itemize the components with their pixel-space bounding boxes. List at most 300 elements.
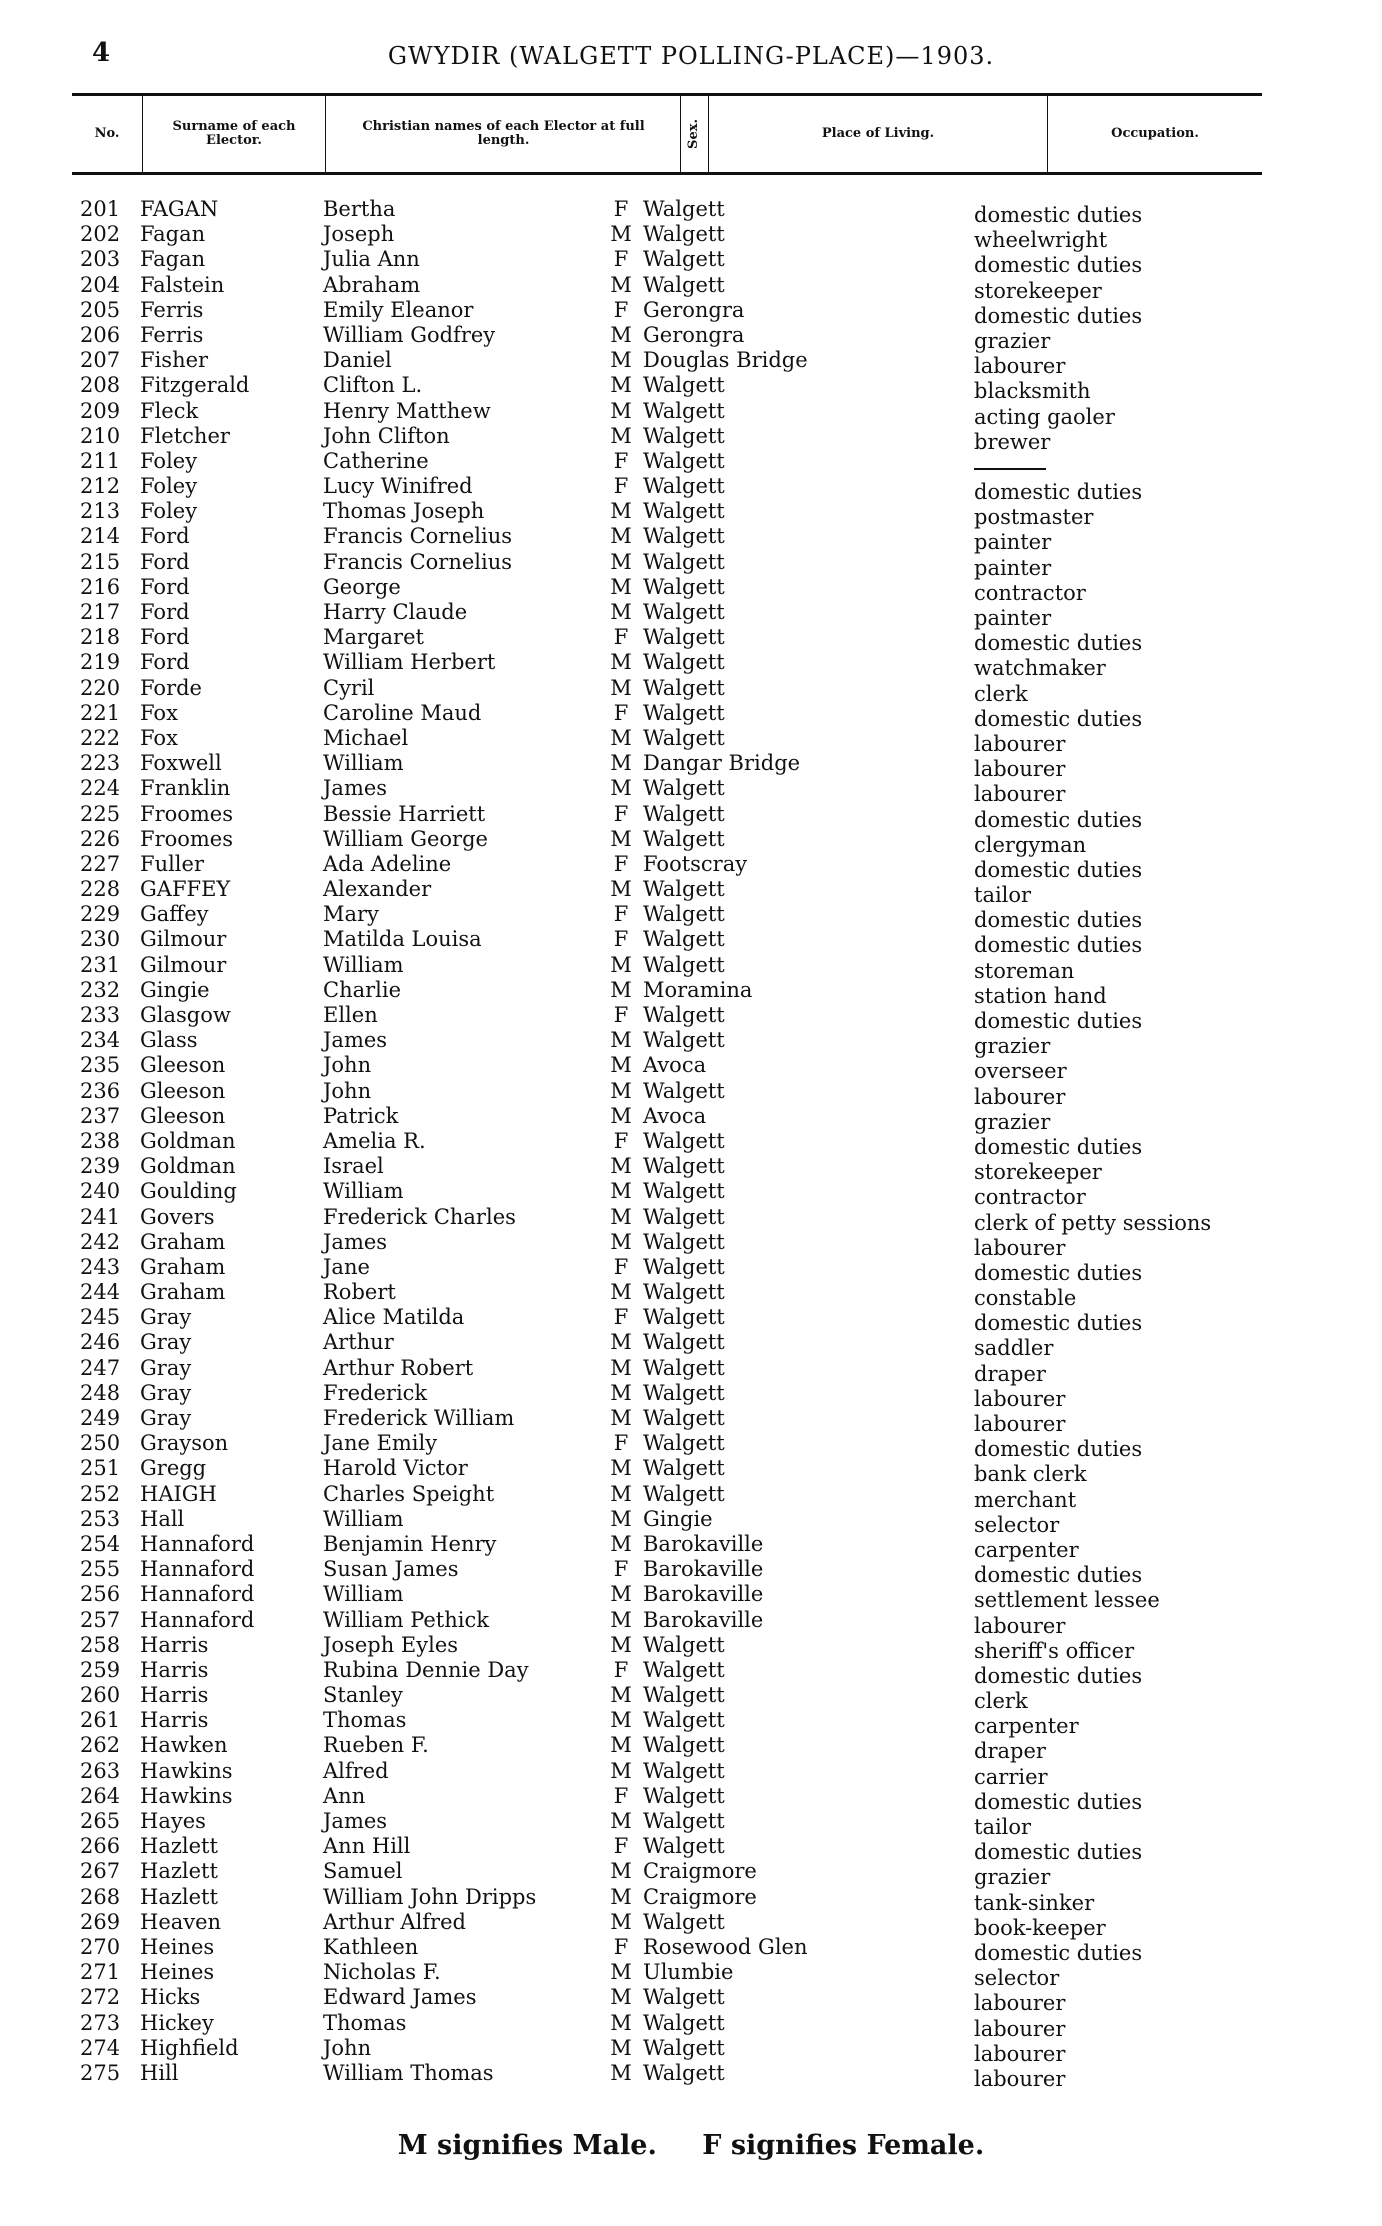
elector-occupation: contractor [974,1185,1086,1210]
elector-number: 255 [80,1557,121,1582]
table-row [0,1758,1382,1789]
elector-place: Walgett [643,1809,725,1833]
elector-christian-names: Francis Cornelius [323,524,513,549]
elector-sex: M [610,1809,632,1833]
elector-sex: M [610,1028,632,1053]
elector-christian-names: Margaret [323,625,424,650]
elector-sex: F [613,1003,629,1027]
elector-surname: Highfield [140,2035,239,2060]
table-row [0,952,1382,983]
elector-sex: M [610,423,632,448]
elector-place: Barokaville [643,1531,764,1556]
header-place: Place of Living. [821,126,935,141]
elector-place: Walgett [643,1330,725,1355]
table-row [0,499,1382,530]
table-row [0,1154,1382,1185]
elector-place: Walgett [643,1683,725,1708]
elector-occupation: clerk [974,1689,1028,1714]
table-row [0,348,1382,379]
elector-number: 241 [80,1204,121,1229]
elector-place: Walgett [643,675,725,700]
elector-christian-names: John [323,2035,372,2060]
elector-place: Walgett [643,549,725,574]
elector-christian-names: Thomas Joseph [323,499,485,524]
elector-occupation: postmaster [974,505,1094,530]
elector-occupation: domestic duties [974,1840,1143,1865]
elector-place: Walgett [643,1305,725,1330]
table-row [0,977,1382,1008]
elector-surname: Gray [140,1330,192,1355]
table-row [0,1305,1382,1336]
elector-christian-names: Thomas [323,1708,407,1733]
elector-christian-names: Daniel [323,348,392,373]
elector-christian-names: William Godfrey [323,322,496,347]
elector-surname: Foxwell [140,751,222,776]
elector-sex: M [610,2010,632,2035]
elector-surname: Glass [140,1028,198,1053]
elector-sex: F [613,1657,629,1682]
elector-occupation: domestic duties [974,908,1143,933]
elector-number: 254 [80,1531,121,1556]
table-row [0,1909,1382,1940]
table-row [0,1128,1382,1159]
table-row [0,247,1382,278]
elector-number: 202 [80,222,121,247]
table-row [0,322,1382,353]
elector-sex: F [613,1254,629,1279]
table-row [0,1934,1382,1965]
elector-number: 244 [80,1280,121,1305]
elector-number: 259 [80,1657,121,1682]
elector-place: Walgett [643,1355,725,1380]
elector-sex: F [613,927,629,952]
page-header [0,38,1382,78]
legend-male: M signifies Male. [397,2130,657,2161]
elector-place: Walgett [643,1834,725,1859]
elector-list [0,197,1382,2091]
elector-occupation: domestic duties [974,203,1143,227]
elector-surname: Gray [140,1406,192,1430]
table-row [0,474,1382,505]
elector-number: 228 [80,877,121,902]
elector-number: 256 [80,1582,121,1607]
elector-occupation: grazier [974,1865,1051,1890]
elector-surname: Ford [140,549,190,574]
elector-christian-names: John [323,1053,372,1078]
table-row [0,1708,1382,1739]
elector-sex: M [610,398,632,423]
elector-occupation: draper [974,1739,1046,1764]
elector-christian-names: Charles Speight [323,1481,495,1506]
elector-sex: M [610,650,632,675]
elector-sex: M [610,499,632,524]
elector-place: Walgett [643,448,725,473]
elector-sex: F [613,1557,629,1582]
elector-surname: Falstein [140,272,225,297]
header-no: No. [94,126,120,141]
elector-number: 209 [80,398,121,423]
elector-occupation: brewer [974,429,1051,454]
elector-occupation: domestic duties [974,1563,1143,1588]
table-row [0,1859,1382,1890]
elector-surname: Foley [140,499,198,524]
elector-place: Walgett [643,1481,725,1506]
elector-christian-names: William Herbert [323,650,496,675]
elector-number: 270 [80,1934,121,1959]
table-row [0,2035,1382,2066]
elector-christian-names: Michael [323,725,409,750]
table-row [0,1834,1382,1865]
elector-place: Walgett [643,247,725,272]
elector-occupation: labourer [974,1386,1066,1411]
elector-sex: M [610,524,632,549]
table-row [0,1330,1382,1361]
elector-sex: M [610,1758,632,1783]
elector-number: 207 [80,348,121,373]
elector-number: 260 [80,1683,121,1708]
elector-place: Walgett [643,776,725,801]
elector-place: Walgett [643,1632,725,1657]
elector-number: 253 [80,1506,121,1531]
header-occupation: Occupation. [1111,126,1199,141]
elector-surname: Glasgow [140,1003,231,1027]
elector-christian-names: Alice Matilda [323,1305,465,1330]
elector-surname: Franklin [140,776,231,801]
elector-christian-names: Matilda Louisa [323,927,482,952]
elector-christian-names: Charlie [323,977,402,1002]
elector-number: 272 [80,1985,121,2010]
table-row [0,1506,1382,1537]
elector-sex: F [613,801,629,826]
elector-number: 223 [80,751,121,776]
table-row [0,423,1382,454]
elector-christian-names: Rubina Dennie Day [323,1657,529,1682]
elector-christian-names: Joseph Eyles [323,1632,459,1657]
elector-place: Walgett [643,1657,725,1682]
elector-number: 261 [80,1708,121,1733]
elector-number: 243 [80,1254,121,1279]
elector-number: 262 [80,1733,121,1758]
table-row [0,1380,1382,1411]
elector-place: Walgett [643,902,725,927]
elector-sex: F [613,1934,629,1959]
elector-occupation: selector [974,1512,1060,1537]
elector-sex: M [610,1506,632,1531]
elector-occupation: painter [974,606,1052,630]
elector-christian-names: Ann Hill [323,1834,411,1859]
elector-christian-names: William [323,1582,404,1607]
elector-number: 224 [80,776,121,801]
elector-surname: Gray [140,1305,192,1330]
elector-number: 203 [80,247,121,272]
elector-christian-names: Harry Claude [323,600,468,624]
elector-christian-names: James [323,776,388,801]
elector-christian-names: Arthur [323,1330,394,1355]
elector-occupation: grazier [974,1109,1051,1134]
elector-place: Walgett [643,1254,725,1279]
elector-christian-names: Cyril [323,675,375,700]
elector-surname: Fox [140,725,178,750]
elector-number: 216 [80,574,121,599]
elector-christian-names: Jane [323,1254,370,1279]
elector-christian-names: William John Dripps [323,1884,537,1909]
elector-number: 220 [80,675,121,700]
elector-sex: M [610,1330,632,1355]
table-row [0,1632,1382,1663]
elector-place: Walgett [643,1406,725,1430]
elector-sex: M [610,826,632,851]
elector-surname: Hawkins [140,1758,233,1783]
elector-number: 275 [80,2060,121,2085]
elector-sex: M [610,272,632,297]
elector-occupation: labourer [974,1991,1066,2016]
table-row [0,549,1382,580]
elector-sex: M [610,348,632,373]
legend [0,2130,1382,2161]
elector-surname: Gleeson [140,1053,226,1078]
elector-christian-names: Ada Adeline [323,851,452,876]
elector-place: Walgett [643,650,725,675]
elector-place: Walgett [643,1154,725,1179]
elector-occupation: domestic duties [974,1009,1143,1033]
elector-number: 240 [80,1179,121,1204]
elector-christian-names: William [323,952,404,977]
elector-surname: Ford [140,524,190,549]
elector-surname: Ferris [140,322,204,347]
elector-place: Avoca [643,1103,707,1128]
elector-surname: Harris [140,1632,209,1657]
elector-sex: M [610,574,632,599]
elector-christian-names: Thomas [323,2010,407,2035]
elector-surname: Gilmour [140,927,227,952]
elector-christian-names: Samuel [323,1859,403,1884]
elector-sex: M [610,1708,632,1733]
elector-christian-names: Alexander [323,877,432,902]
table-row [0,272,1382,303]
elector-christian-names: James [323,1229,388,1254]
elector-place: Barokaville [643,1557,764,1582]
elector-occupation: merchant [974,1487,1077,1512]
elector-place: Walgett [643,927,725,952]
elector-number: 218 [80,625,121,650]
elector-christian-names: James [323,1809,388,1833]
elector-christian-names: Emily Eleanor [323,297,474,322]
elector-occupation: sheriff's officer [974,1638,1135,1663]
table-row [0,801,1382,832]
elector-christian-names: Francis Cornelius [323,549,513,574]
elector-christian-names: Frederick William [323,1406,515,1430]
elector-occupation: labourer [974,1084,1066,1109]
elector-sex: F [613,474,629,499]
elector-place: Walgett [643,1783,725,1808]
elector-surname: Govers [140,1204,215,1229]
elector-occupation: painter [974,530,1052,555]
table-row [0,1481,1382,1512]
elector-occupation: clerk [974,681,1028,706]
elector-surname: Ford [140,650,190,675]
elector-occupation: labourer [974,354,1066,379]
elector-sex: M [610,600,632,624]
elector-sex: F [613,700,629,725]
elector-sex: M [610,675,632,700]
elector-number: 239 [80,1154,121,1179]
elector-surname: FAGAN [140,197,219,221]
table-row [0,1053,1382,1084]
elector-christian-names: William Pethick [323,1607,489,1632]
elector-surname: Gleeson [140,1078,226,1103]
table-row [0,297,1382,328]
elector-number: 247 [80,1355,121,1380]
elector-number: 246 [80,1330,121,1355]
elector-occupation: grazier [974,328,1051,353]
elector-surname: Hazlett [140,1859,218,1884]
elector-sex: M [610,322,632,347]
elector-surname: Ford [140,625,190,650]
elector-place: Walgett [643,1431,725,1456]
elector-place: Dangar Bridge [643,751,801,776]
page-title: GWYDIR (WALGETT POLLING-PLACE)—1903. [387,42,995,70]
elector-christian-names: William [323,751,404,776]
elector-christian-names: Patrick [323,1103,399,1128]
elector-place: Walgett [643,2035,725,2060]
elector-christian-names: William [323,1179,404,1204]
elector-sex: M [610,1960,632,1985]
table-row [0,1406,1382,1436]
table-row [0,927,1382,958]
elector-occupation: acting gaoler [974,404,1115,429]
elector-place: Gerongra [643,297,745,322]
elector-number: 211 [80,448,121,473]
elector-place: Walgett [643,700,725,725]
elector-christian-names: Harold Victor [323,1456,468,1481]
elector-number: 251 [80,1456,121,1481]
elector-sex: M [610,373,632,398]
elector-place: Walgett [643,952,725,977]
elector-place: Walgett [643,1909,725,1934]
elector-number: 242 [80,1229,121,1254]
elector-place: Walgett [643,826,725,851]
page-number: 4 [92,38,111,68]
elector-number: 205 [80,297,121,322]
elector-surname: Foley [140,474,198,499]
elector-christian-names: Catherine [323,448,429,473]
table-row [0,1280,1382,1311]
elector-sex: M [610,1280,632,1305]
elector-place: Walgett [643,1128,725,1153]
elector-number: 268 [80,1884,121,1909]
elector-sex: M [610,751,632,776]
elector-surname: Hawkins [140,1783,233,1808]
elector-place: Walgett [643,2010,725,2035]
elector-occupation: blacksmith [974,379,1091,404]
elector-place: Footscray [643,851,748,876]
elector-number: 264 [80,1783,121,1808]
elector-number: 273 [80,2010,121,2035]
elector-christian-names: William Thomas [323,2060,494,2085]
elector-surname: Goldman [140,1154,236,1179]
elector-surname: Hickey [140,2010,214,2035]
table-row [0,1985,1382,2016]
elector-place: Walgett [643,725,725,750]
elector-occupation: domestic duties [974,1134,1143,1159]
table-row [0,2060,1382,2091]
elector-surname: Heines [140,1934,215,1959]
elector-sex: M [610,1154,632,1179]
elector-place: Barokaville [643,1582,764,1607]
elector-number: 227 [80,851,121,876]
elector-sex: M [610,1481,632,1506]
elector-number: 265 [80,1809,121,1833]
elector-surname: Harris [140,1657,209,1682]
table-row [0,1254,1382,1285]
elector-occupation: labourer [974,1235,1066,1260]
elector-place: Walgett [643,398,725,423]
elector-sex: M [610,1683,632,1708]
elector-place: Walgett [643,1985,725,2010]
elector-surname: Fagan [140,247,206,272]
table-row [0,1229,1382,1260]
elector-christian-names: William George [323,826,488,851]
elector-place: Walgett [643,1028,725,1053]
elector-number: 214 [80,524,121,549]
elector-occupation: bank clerk [974,1462,1087,1487]
elector-surname: Fisher [140,348,209,373]
elector-sex: M [610,1204,632,1229]
elector-number: 234 [80,1028,121,1053]
table-row [0,851,1382,882]
elector-sex: M [610,1406,632,1430]
elector-place: Walgett [643,1280,725,1305]
elector-place: Walgett [643,423,725,448]
elector-occupation: domestic duties [974,807,1143,832]
elector-christian-names: Julia Ann [323,247,420,272]
table-row [0,449,1382,474]
elector-occupation: labourer [974,2041,1066,2066]
elector-surname: Hazlett [140,1834,218,1859]
elector-occupation: labourer [974,757,1066,782]
elector-occupation: domestic duties [974,933,1143,958]
table-row [0,776,1382,807]
elector-surname: Foley [140,448,198,473]
elector-number: 271 [80,1960,121,1985]
elector-surname: Graham [140,1254,226,1279]
header-sex: Sex. [686,119,701,149]
elector-sex: M [610,1909,632,1934]
elector-surname: Harris [140,1683,209,1708]
elector-sex: M [610,776,632,801]
elector-surname: Forde [140,675,202,700]
elector-number: 201 [80,197,121,221]
elector-occupation: labourer [974,1412,1066,1436]
elector-place: Walgett [643,1456,725,1481]
table-row [0,1582,1382,1613]
elector-occupation: constable [974,1286,1077,1311]
elector-christian-names: Abraham [323,272,421,297]
elector-sex: M [610,1985,632,2010]
table-row [0,1884,1382,1915]
table-row [0,1733,1382,1764]
table-row [0,2010,1382,2041]
elector-surname: Hannaford [140,1582,255,1607]
elector-place: Moramina [643,977,753,1002]
elector-place: Walgett [643,499,725,524]
elector-number: 217 [80,600,121,624]
elector-occupation: labourer [974,782,1066,807]
elector-number: 267 [80,1859,121,1884]
elector-sex: M [610,1179,632,1204]
table-row [0,725,1382,756]
elector-number: 219 [80,650,121,675]
